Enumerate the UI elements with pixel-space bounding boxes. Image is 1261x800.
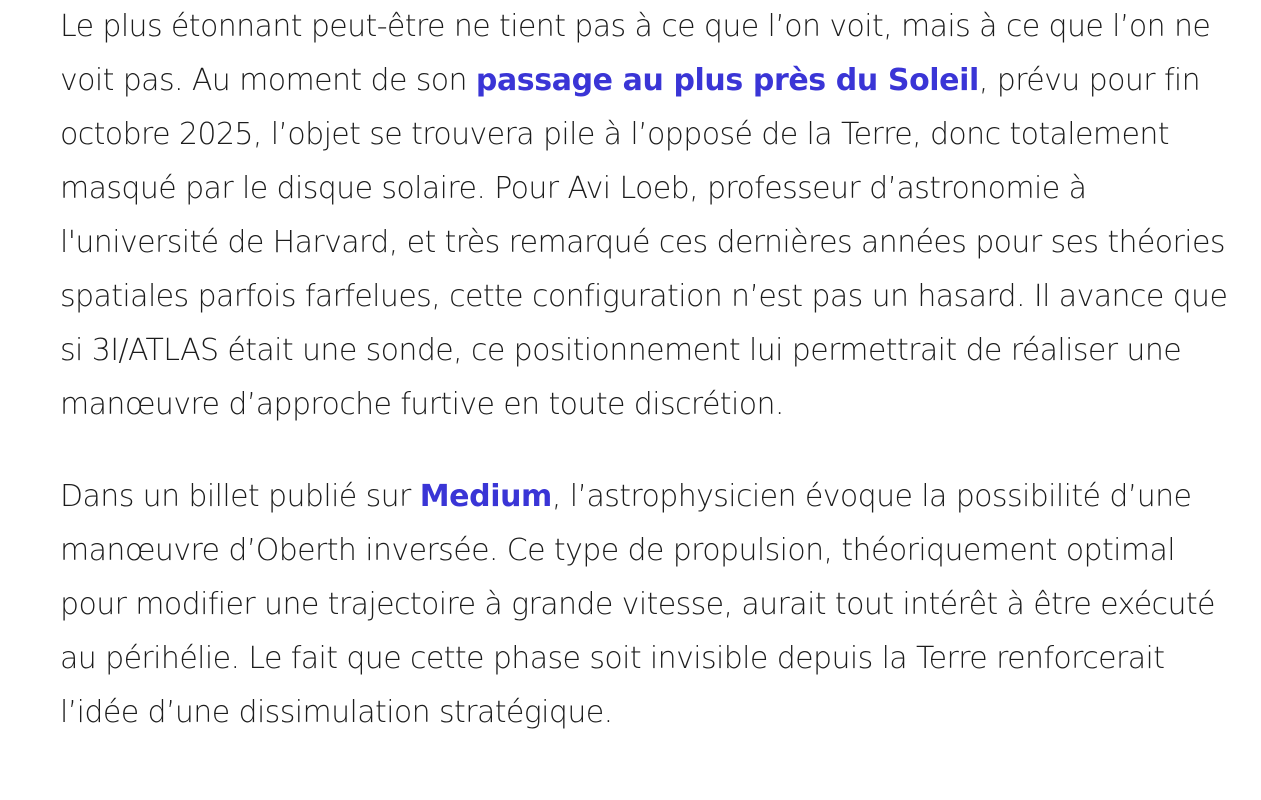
paragraph-1-text-start: Le plus étonnant peut-être ne tient pas à ce que l’on voit, mais à ce que l’on ne voit pas. Au moment de son (60, 9, 1211, 98)
paragraph-1 (60, 0, 1240, 432)
article-body (60, 0, 1240, 740)
link-medium[interactable]: Medium (419, 479, 552, 514)
paragraph-2-text-start: Dans un billet publié sur (60, 479, 420, 514)
paragraph-2 (60, 470, 1240, 740)
paragraph-1-text-end: , prévu pour fin octobre 2025, l’objet se trouvera pile à l’opposé de la Terre, donc totalement masqué par le disque solaire. Pour Avi Loeb, professeur d’astronomie à l'université de Harvard, et très remarqué ces dernières années pour ses théories spatiales parfois farfelues, cette configuration n’est pas un hasard. Il avance que si 3I/ATLAS était une sonde, ce positionnement lui permettrait de réaliser une manœuvre d’approche furtive en toute discrétion. (60, 63, 1228, 422)
link-passage-soleil[interactable]: passage au plus près du Soleil (475, 63, 979, 98)
paragraph-2-text-end: , l’astrophysicien évoque la possibilité d’une manœuvre d’Oberth inversée. Ce type de propulsion, théoriquement optimal pour modifier une trajectoire à grande vitesse, aurait tout intérêt à être exécuté au périhélie. Le fait que cette phase soit invisible depuis la Terre renforcerait l’idée d’une dissimulation stratégique. (60, 479, 1215, 730)
